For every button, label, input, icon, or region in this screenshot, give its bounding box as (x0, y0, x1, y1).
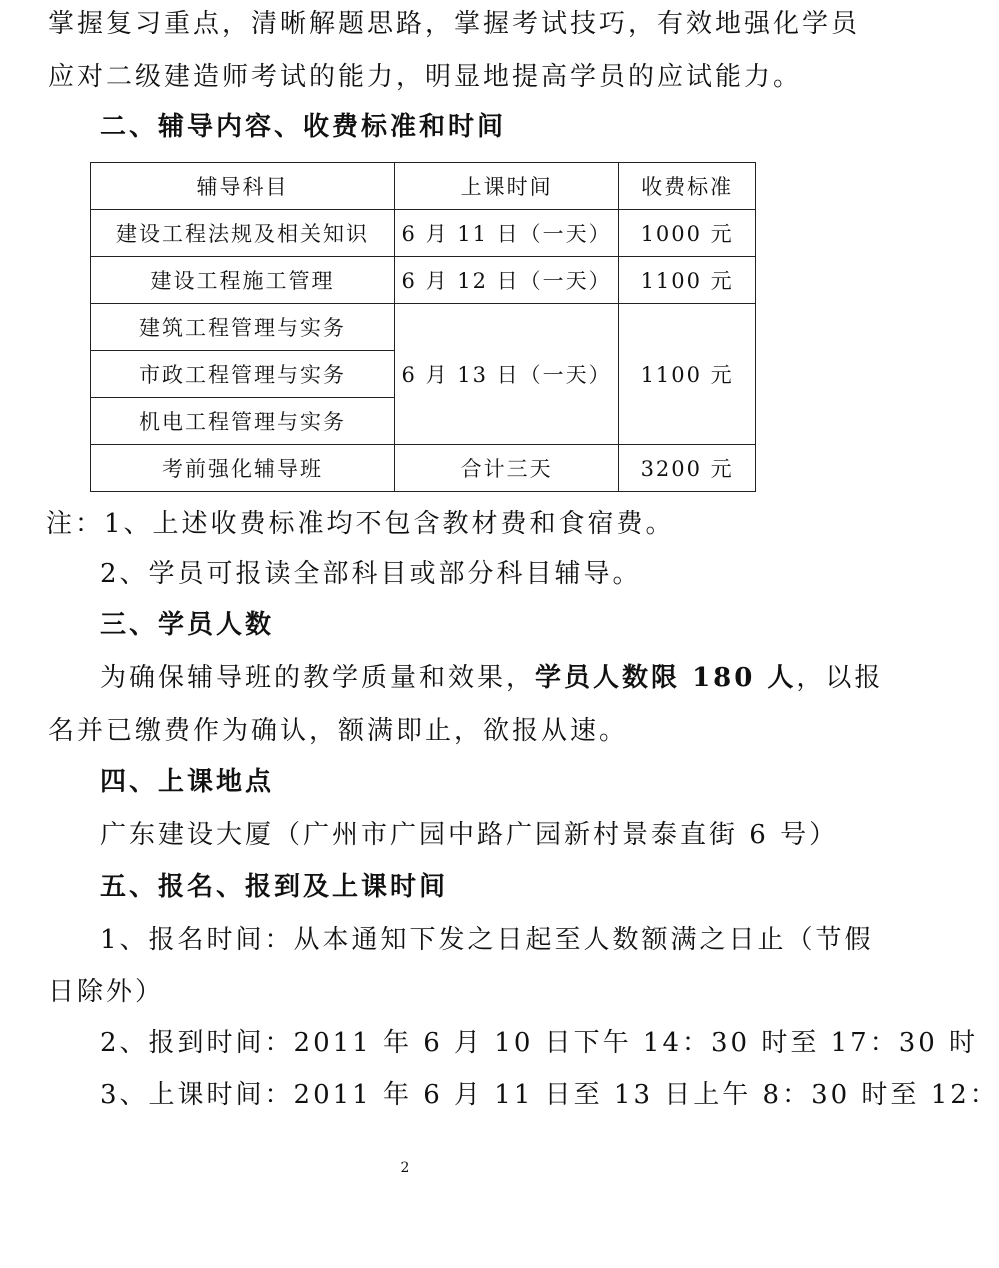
section-heading-4: 四、上课地点 (100, 767, 275, 797)
note-1: 注：1、上述收费标准均不包含教材费和食宿费。 (46, 509, 675, 539)
cell-subject: 机电工程管理与实务 (91, 398, 395, 445)
section5-item-1-line-2: 日除外） (48, 977, 165, 1007)
cell-subject: 建筑工程管理与实务 (91, 304, 395, 351)
cell-subject: 建设工程施工管理 (91, 257, 395, 304)
section-heading-3: 三、学员人数 (100, 610, 275, 640)
section5-item-2: 2、报到时间：2011 年 6 月 10 日下午 14：30 时至 17：30 时 (100, 1028, 979, 1058)
cell-time-merged: 6 月 13 日（一天） (394, 304, 618, 445)
cell-fee: 1000 元 (619, 210, 756, 257)
intro-line-1: 掌握复习重点，清晰解题思路，掌握考试技巧，有效地强化学员 (48, 9, 861, 39)
header-subject: 辅导科目 (91, 163, 395, 210)
table-header-row (91, 163, 756, 210)
intro-line-2: 应对二级建造师考试的能力，明显地提高学员的应试能力。 (48, 62, 803, 92)
note-2: 2、学员可报读全部科目或部分科目辅导。 (100, 559, 642, 589)
table-row (91, 445, 756, 492)
section-heading-5: 五、报名、报到及上课时间 (100, 872, 449, 902)
section3-line-2: 名并已缴费作为确认，额满即止，欲报从速。 (48, 716, 629, 746)
section5-item-3: 3、上课时间：2011 年 6 月 11 日至 13 日上午 8：30 时至 12： (100, 1080, 999, 1110)
section3-text-a: 为确保辅导班的教学质量和效果， (100, 663, 536, 693)
table-row (91, 257, 756, 304)
cell-fee: 1100 元 (619, 257, 756, 304)
section3-limit: 学员人数限 180 人 (535, 663, 797, 693)
header-time: 上课时间 (394, 163, 618, 210)
address-line: 广东建设大厦（广州市广园中路广园新村景泰直街 6 号） (100, 820, 839, 850)
cell-subject: 市政工程管理与实务 (91, 351, 395, 398)
cell-fee-merged: 1100 元 (619, 304, 756, 445)
section5-item-1-line-1: 1、报名时间：从本通知下发之日起至人数额满之日止（节假 (100, 925, 874, 955)
section-heading-2: 二、辅导内容、收费标准和时间 (100, 112, 507, 142)
table-row (91, 304, 756, 351)
section3-text-c: ，以报 (796, 663, 884, 693)
table-row (91, 210, 756, 257)
cell-fee: 3200 元 (619, 445, 756, 492)
cell-subject: 考前强化辅导班 (91, 445, 395, 492)
page-number: 2 (400, 1160, 410, 1176)
fee-table (90, 162, 756, 492)
cell-time: 6 月 11 日（一天） (394, 210, 618, 257)
cell-time: 合计三天 (394, 445, 618, 492)
cell-subject: 建设工程法规及相关知识 (91, 210, 395, 257)
cell-time: 6 月 12 日（一天） (394, 257, 618, 304)
header-fee: 收费标准 (619, 163, 756, 210)
section3-line-1 (100, 660, 884, 696)
